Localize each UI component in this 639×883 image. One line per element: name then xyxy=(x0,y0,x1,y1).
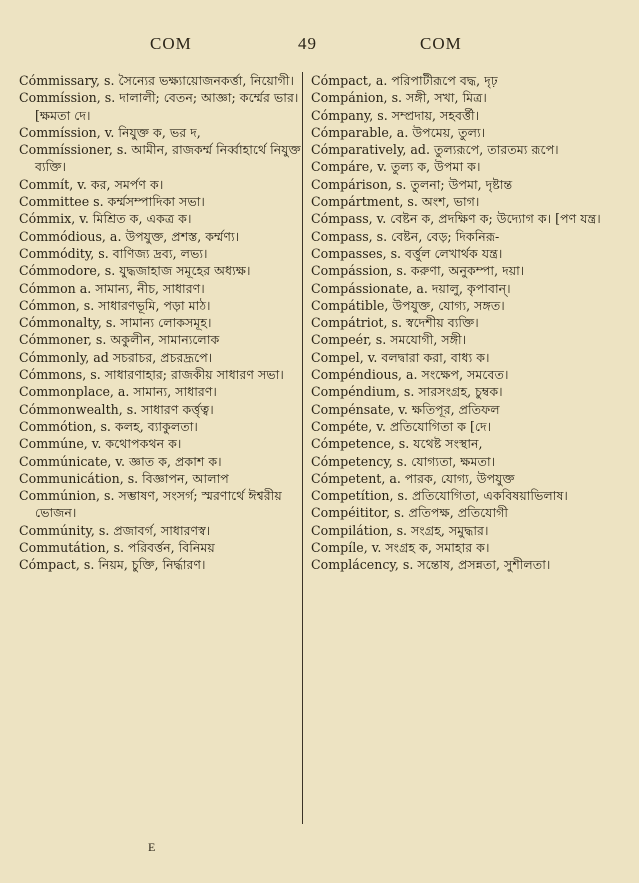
dictionary-entry: Complácency, s. সন্তোষ, প্রসন্নতা, সুশীলতা। xyxy=(311,557,551,573)
dictionary-entry: Cómmon a. সামান্য, নীচ, সাধারণ। xyxy=(19,280,205,296)
dictionary-entry: Cómpany, s. সম্প্রদায়, সহবর্ত্তী। xyxy=(311,107,480,123)
dictionary-entry: Commíssioner, s. আমীন, রাজকর্ম্ম নির্ব্বাহার্থে নিযুক্ত ব্যক্তি। xyxy=(19,142,301,175)
dictionary-entry: Commonplace, a. সামান্য, সাধারণ। xyxy=(19,384,217,400)
dictionary-entry: Cómmoner, s. অকুলীন, সামান্যলোক xyxy=(19,332,220,348)
dictionary-entry: Compáre, v. তুল্য ক, উপমা ক। xyxy=(311,159,481,175)
dictionary-entry: Communicátion, s. বিজ্ঞাপন, আলাপ xyxy=(19,470,229,486)
dictionary-entry: Cómmonly, ad সচরাচর, প্রচরদ্রূপে। xyxy=(19,349,213,365)
dictionary-entry: Compánion, s. সঙ্গী, সখা, মিত্র। xyxy=(311,90,487,106)
dictionary-entry: Cómpact, a. পরিপাটীরূপে বদ্ধ, দৃঢ় xyxy=(311,73,498,88)
dictionary-entry: Commódity, s. বাণিজ্য দ্রব্য, লভ্য। xyxy=(19,245,208,261)
header-left-guide-word: COM xyxy=(150,34,192,53)
column-divider xyxy=(302,72,303,824)
dictionary-entry: Cómmons, s. সাধারণাহার; রাজকীয় সাধারণ সভা। xyxy=(19,367,284,383)
dictionary-entry: Competítion, s. প্রতিযোগিতা, একবিষয়াভিলাষ। xyxy=(311,488,568,504)
dictionary-entry: Compéndium, s. সারসংগ্রহ, চুম্বক। xyxy=(311,384,503,400)
dictionary-entry: Cómpetence, s. যথেষ্ট সংস্থান, xyxy=(311,436,483,452)
dictionary-entry: Compéndious, a. সংক্ষেপ, সমবেত। xyxy=(311,367,509,383)
right-column xyxy=(311,72,611,574)
dictionary-entry: Commúne, v. কথোপকথন ক। xyxy=(19,436,182,452)
dictionary-entry: Compéititor, s. প্রতিপক্ষ, প্রতিযোগী xyxy=(311,505,509,521)
dictionary-entry: Compássionate, a. দয়ালু, কৃপাবান্। xyxy=(311,280,511,296)
dictionary-entry: Commúnicate, v. জ্ঞাত ক, প্রকাশ ক। xyxy=(19,453,222,469)
signature-mark: E xyxy=(148,840,156,854)
dictionary-entry: Commúnion, s. সম্ভাষণ, সংসর্গ; স্মরণার্থে ঈশ্বরীয় ভোজন। xyxy=(19,488,282,521)
dictionary-entry: Compárison, s. তুলনা; উপমা, দৃষ্টান্ত xyxy=(311,176,513,192)
dictionary-entry: Commíssion, s. দালালী; বেতন; আজ্ঞা; কর্ম্মের ভার। [ক্ষমতা দে। xyxy=(19,90,299,123)
dictionary-entry: Compel, v. বলদ্বারা করা, বাধ্য ক। xyxy=(311,349,490,365)
dictionary-entry: Cómmix, v. মিশ্রিত ক, একত্র ক। xyxy=(19,211,192,227)
running-head xyxy=(0,34,639,58)
dictionary-entry: Cómpact, s. নিয়ম, চুক্তি, নির্দ্ধারণ। xyxy=(19,557,206,573)
dictionary-entry: Compass, s. বেষ্টন, বেড়; দিকনিরূ- xyxy=(311,228,500,244)
dictionary-entry: Compíle, v. সংগ্রহ ক, সমাহার ক। xyxy=(311,540,490,556)
dictionary-entry: Compéte, v. প্রতিযোগিতা ক [দে। xyxy=(311,418,492,434)
dictionary-entry: Cómpetent, a. পারক, যোগ্য, উপযুক্ত xyxy=(311,470,515,486)
dictionary-entry: Cómpetency, s. যোগ্যতা, ক্ষমতা। xyxy=(311,453,496,469)
dictionary-entry: Compártment, s. অংশ, ভাগ। xyxy=(311,194,480,210)
dictionary-entry: Commít, v. কর, সমর্পণ ক। xyxy=(19,176,164,192)
dictionary-entry: Compénsate, v. ক্ষতিপূর, প্রতিফল xyxy=(311,401,500,417)
dictionary-entry: Cómmonwealth, s. সাধারণ কর্ত্তৃত্ব। xyxy=(19,401,214,417)
dictionary-entry: Compátriot, s. স্বদেশীয় ব্যক্তি। xyxy=(311,315,479,331)
dictionary-entry: Commíssion, v. নিযুক্ত ক, ভর দ, xyxy=(19,124,201,140)
left-column xyxy=(19,72,302,574)
dictionary-entry: Cómmodore, s. যুদ্ধজাহাজ সমূহের অধ্যক্ষ। xyxy=(19,263,251,279)
page-number: 49 xyxy=(298,34,317,53)
dictionary-entry: Compeér, s. সমযোগী, সঙ্গী। xyxy=(311,332,467,348)
dictionary-entry: Cómparable, a. উপমেয়, তুল্য। xyxy=(311,124,486,140)
dictionary-entry: Cómmissary, s. সৈন্যের ভক্ষ্যায়োজনকর্ত্তা, নিয়োগী। xyxy=(19,73,294,88)
header-right-guide-word: COM xyxy=(420,34,462,53)
dictionary-entry: Compasses, s. বর্ত্তুল লেখার্থক যন্ত্র। xyxy=(311,245,503,261)
dictionary-entry: Commúnity, s. প্রজাবর্গ, সাধারণস্ব। xyxy=(19,522,211,538)
dictionary-entry: Cómmon, s. সাধারণভূমি, পড়া মাঠ। xyxy=(19,297,211,313)
dictionary-entry: Compilátion, s. সংগ্রহ, সমুদ্ধার। xyxy=(311,522,489,538)
dictionary-entry: Commótion, s. কলহ, ব্যাকুলতা। xyxy=(19,418,198,434)
dictionary-entry: Compássion, s. করুণা, অনুকম্পা, দয়া। xyxy=(311,263,525,279)
dictionary-entry: Commódious, a. উপযুক্ত, প্রশস্ত, কর্ম্মণ্য। xyxy=(19,228,240,244)
dictionary-entry: Compátible, উপযুক্ত, যোগ্য, সঙ্গত। xyxy=(311,297,505,313)
dictionary-entry: Committee s. কর্ম্মসম্পাদিকা সভা। xyxy=(19,194,205,210)
dictionary-entry: Commutátion, s. পরিবর্ত্তন, বিনিময় xyxy=(19,540,215,556)
dictionary-entry: Cómparatively, ad. তুল্যরূপে, তারতম্য রূপে। xyxy=(311,142,559,158)
dictionary-entry: Cómpass, v. বেষ্টন ক, প্রদক্ষিণ ক; উদ্যোগ ক। [পণ যন্ত্র। xyxy=(311,211,601,227)
dictionary-entry: Cómmonalty, s. সামান্য লোকসমূহ। xyxy=(19,315,212,331)
